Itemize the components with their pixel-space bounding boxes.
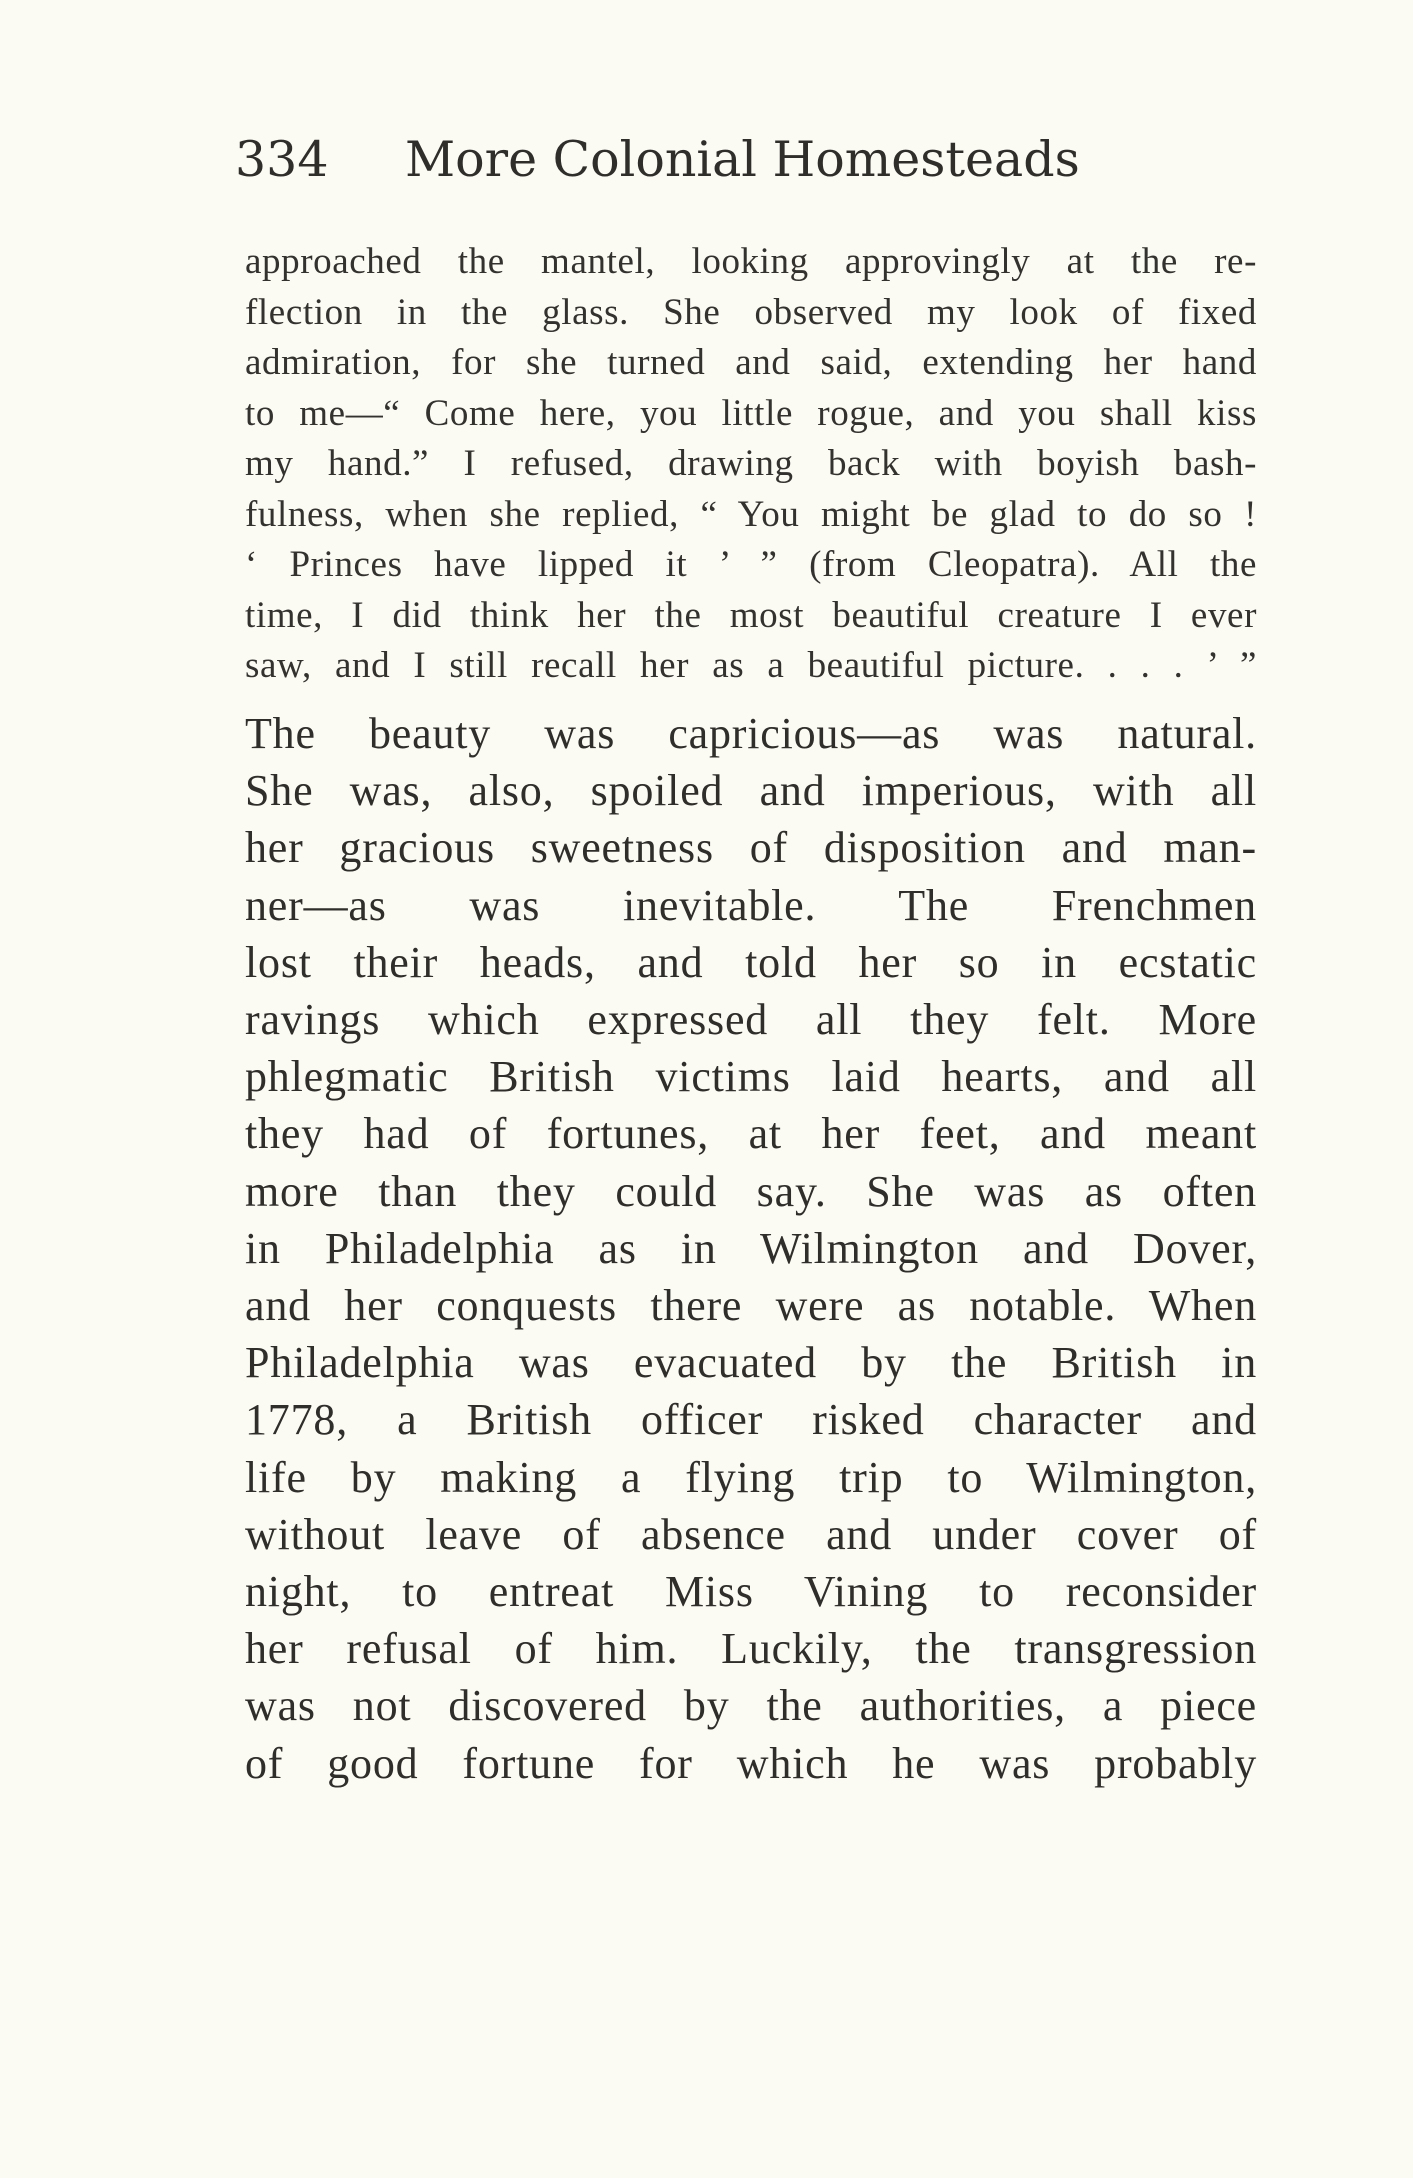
quote-line: admiration, for she turned and said, extending her hand <box>245 342 1257 383</box>
body-line: of good fortune for which he was probably <box>245 1738 1257 1788</box>
body-line: life by making a flying trip to Wilmington, <box>245 1452 1257 1502</box>
running-title: More Colonial Homesteads <box>405 131 1080 188</box>
body-line: The beauty was capricious—as was natural. <box>245 709 1257 758</box>
quote-line: saw, and I still recall her as a beautiful picture. . . . ’ ” <box>245 645 1257 686</box>
body-line: phlegmatic British victims laid hearts, and all <box>245 1052 1257 1102</box>
body-line: 1778, a British officer risked character and <box>245 1395 1257 1445</box>
quote-line: ‘ Princes have lipped it ’ ” (from Cleopatra). All the <box>245 544 1257 585</box>
body-line: without leave of absence and under cover of <box>245 1509 1257 1559</box>
body-line: was not discovered by the authorities, a piece <box>245 1681 1257 1731</box>
quote-line: flection in the glass. She observed my look of fixed <box>245 291 1257 333</box>
quote-line: fulness, when she replied, “ You might be glad to do so ! <box>245 493 1257 535</box>
body-line: ravings which expressed all they felt. More <box>245 995 1257 1045</box>
quote-line: my hand.” I refused, drawing back with boyish bash- <box>245 443 1257 484</box>
body-paragraph <box>245 705 1257 1792</box>
quote-line: approached the mantel, looking approvingly at the re- <box>245 241 1257 282</box>
body-line: in Philadelphia as in Wilmington and Dover, <box>245 1223 1257 1273</box>
body-line: Philadelphia was evacuated by the British in <box>245 1338 1257 1388</box>
body-line: lost their heads, and told her so in ecstatic <box>245 937 1257 987</box>
body-line: night, to entreat Miss Vining to reconsider <box>245 1567 1257 1617</box>
page-number: 334 <box>235 131 329 188</box>
quote-line: to me—“ Come here, you little rogue, and you shall kiss <box>245 392 1257 434</box>
running-head <box>235 120 1195 200</box>
quoted-passage <box>245 237 1257 692</box>
body-line: her refusal of him. Luckily, the transgression <box>245 1624 1257 1674</box>
body-line: and her conquests there were as notable. When <box>245 1281 1257 1331</box>
body-line: ner—as was inevitable. The Frenchmen <box>245 880 1257 930</box>
body-line: they had of fortunes, at her feet, and meant <box>245 1109 1257 1159</box>
body-line: She was, also, spoiled and imperious, with all <box>245 766 1257 816</box>
quote-line: time, I did think her the most beautiful creature I ever <box>245 594 1257 636</box>
body-line: her gracious sweetness of disposition and man- <box>245 823 1257 873</box>
body-line: more than they could say. She was as often <box>245 1166 1257 1216</box>
